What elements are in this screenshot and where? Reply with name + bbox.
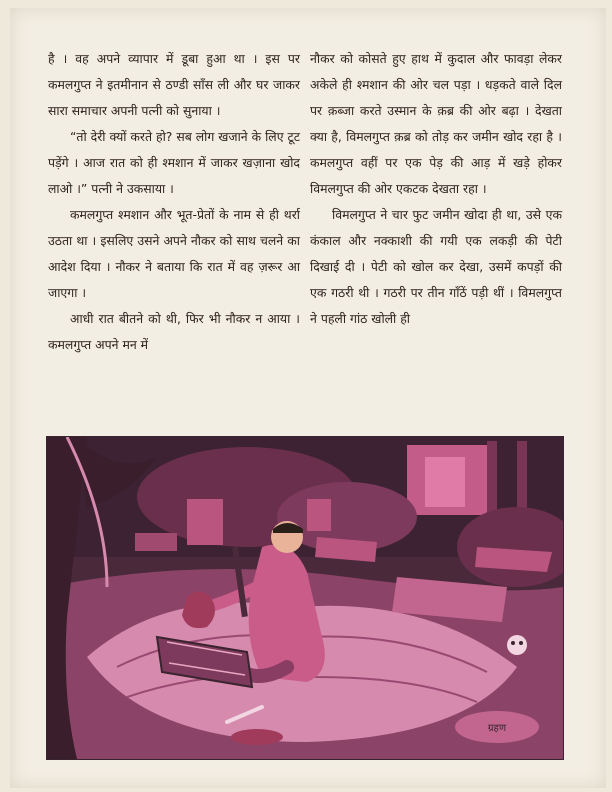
graveyard-scene xyxy=(47,437,563,759)
artist-signature: ग्रहण xyxy=(487,723,507,734)
left-paragraph-1: है । वह अपने व्यापार में डूबा हुआ था । इस पर कमलगुप्त ने इतमीनान से ठण्डी साँस ली और घर जाकर सारा समाचार अपनी पत्नी को सुनाया । xyxy=(48,51,300,118)
page xyxy=(10,8,606,788)
gravestone xyxy=(187,499,223,545)
left-text-column xyxy=(48,46,300,358)
right-text-column xyxy=(310,46,562,332)
right-paragraph-2: विमलगुप्त ने चार फुट जमीन खोदा ही था, उसे एक कंकाल और नक्काशी की गयी एक लकड़ी की पेटी दिखाई दी । पेटी को खोल कर देखा, उसमें कपड़ों की एक गठरी थी । गठरी पर तीन गाँठें पड़ी थीं । विमलगुप्त ने पहली गांठ खोली ही xyxy=(310,207,562,326)
left-paragraph-3: कमलगुप्त श्मशान और भूत-प्रेतों के नाम से ही थर्रा उठता था । इसलिए उसने अपने नौकर को साथ चलने का आदेश दिया । नौकर ने बताया कि रात में वह ज़रूर आ जाएगा । xyxy=(48,207,300,300)
left-paragraph-2: “तो देरी क्यों करते हो? सब लोग खजाने के लिए टूट पड़ेंगे । आज रात को ही श्मशान में जाकर खज़ाना खोद लाओ ।” पत्नी ने उकसाया । xyxy=(48,129,300,196)
story-illustration xyxy=(46,436,564,760)
right-paragraph-1: नौकर को कोसते हुए हाथ में कुदाल और फावड़ा लेकर अकेले ही श्मशान की ओर चल पड़ा । धड़कते वाले दिल पर क़ब्जा करते उस्मान के क़ब्र की ओर बढ़ा । देखता क्या है, विमलगुप्त क़ब्र को तोड़ कर जमीन खोद रहा है । कमलगुप्त वहीं पर एक पेड़ की आड़ में खड़े होकर विमलगुप्त की ओर एकटक देखता रहा । xyxy=(310,51,562,196)
skull xyxy=(507,635,527,655)
left-paragraph-4: आधी रात बीतने को थी, फिर भी नौकर न आया । कमलगुप्त अपने मन में xyxy=(48,311,300,352)
